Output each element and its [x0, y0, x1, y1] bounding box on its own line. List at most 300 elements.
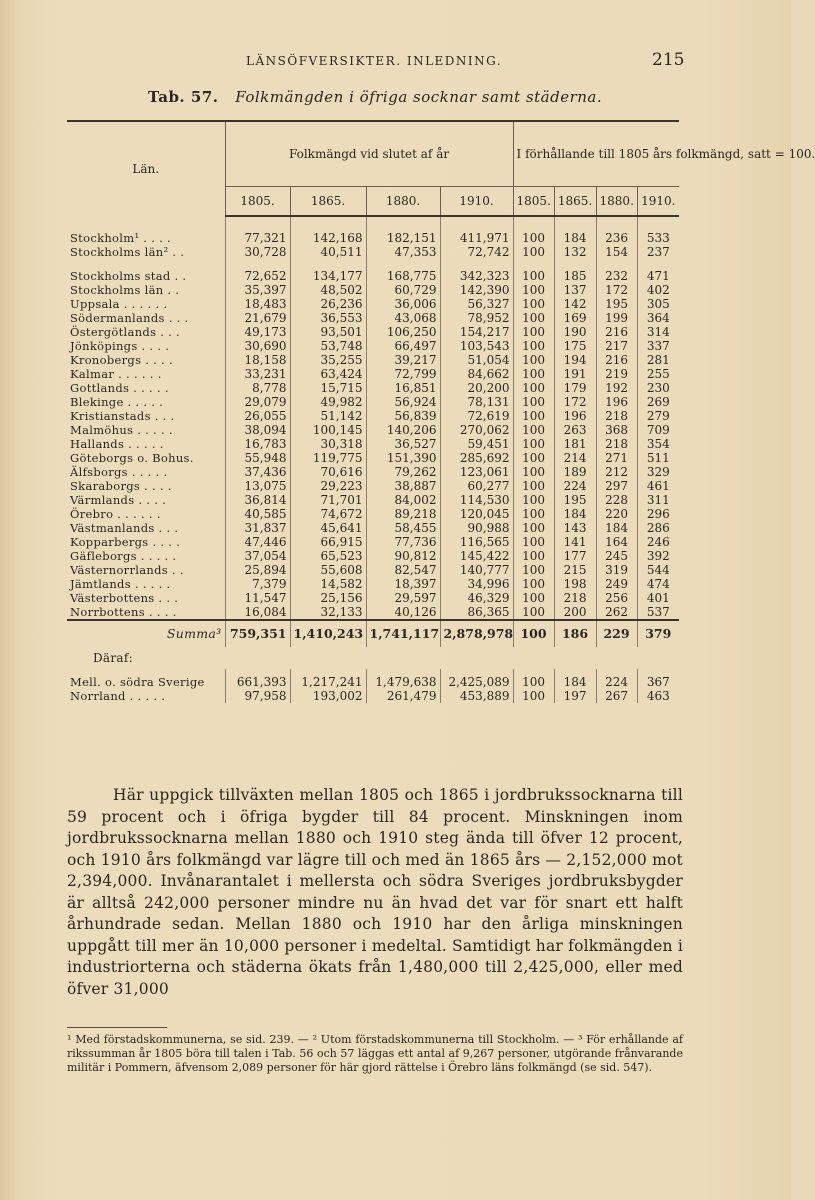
index-cell: 195 — [596, 297, 637, 311]
row-label: Södermanlands . . . — [70, 311, 189, 325]
body-paragraph: Här uppgick tillväxten mellan 1805 och 1865 i jordbrukssocknarna till 59 procent och i öfriga bygder till 84 procent. Minskningen inom jordbrukssocknarna mellan 1880 och 1910 steg ända till öfver 12 procent, och 1910 års folkmängd var lägre till och med än 1865 års — 2,152,000 mot 2,394,000. Invånarantalet i mellersta och södra Sveriges jordbruksbygder är alltså 242,000 personer mindre nu än hvad det var för snart ett halft århundrade sedan. Mellan 1880 och 1910 har den årliga minskningen uppgått till mer än 10,000 personer i medeltal. Samtidigt har folkmängden i industriorterna och städerna ökats från 1,480,000 till 2,425,000, eller med öfver 31,000 — [67, 786, 683, 998]
index-cell: 216 — [596, 325, 637, 339]
index-cell: 137 — [554, 283, 596, 297]
population-cell: 84,662 — [440, 367, 513, 381]
population-cell: 8,778 — [225, 381, 290, 395]
index-cell: 198 — [554, 577, 596, 591]
population-cell: 26,055 — [225, 409, 290, 423]
index-cell: 154 — [596, 245, 637, 259]
index-cell: 184 — [596, 521, 637, 535]
index-cell: 132 — [554, 245, 596, 259]
population-cell: 40,585 — [225, 507, 290, 521]
population-cell: 78,131 — [440, 395, 513, 409]
index-cell: 141 — [554, 535, 596, 549]
table-row — [67, 269, 679, 283]
index-cell: 217 — [596, 339, 637, 353]
population-cell: 32,133 — [290, 605, 366, 620]
index-cell: 216 — [596, 353, 637, 367]
row-label: Stockholms län . . — [70, 283, 180, 297]
population-cell: 26,236 — [290, 297, 366, 311]
population-cell: 34,996 — [440, 577, 513, 591]
population-cell: 31,837 — [225, 521, 290, 535]
population-cell: 53,748 — [290, 339, 366, 353]
index-cell: 100 — [513, 549, 554, 563]
table-row — [67, 451, 679, 465]
row-label: Stockholm¹ . . . . — [70, 231, 171, 245]
index-cell: 184 — [554, 675, 596, 689]
population-cell: 16,783 — [225, 437, 290, 451]
row-label: Jönköpings . . . . — [70, 339, 170, 353]
population-cell: 82,547 — [366, 563, 440, 577]
population-cell: 30,318 — [290, 437, 366, 451]
table-row — [67, 283, 679, 297]
population-cell: 35,255 — [290, 353, 366, 367]
population-cell: 74,672 — [290, 507, 366, 521]
year-header: 1910. — [637, 187, 679, 217]
table-row — [67, 339, 679, 353]
index-cell: 100 — [513, 437, 554, 451]
index-cell: 337 — [637, 339, 679, 353]
population-cell: 70,616 — [290, 465, 366, 479]
index-cell: 189 — [554, 465, 596, 479]
index-cell: 319 — [596, 563, 637, 577]
population-cell: 15,715 — [290, 381, 366, 395]
index-cell: 100 — [513, 311, 554, 325]
index-cell: 100 — [513, 689, 554, 703]
index-cell: 100 — [513, 493, 554, 507]
index-cell: 219 — [596, 367, 637, 381]
daraf-row — [67, 647, 679, 669]
population-cell: 1,741,117 — [366, 620, 440, 647]
row-label: Kronobergs . . . . — [70, 353, 173, 367]
population-cell: 270,062 — [440, 423, 513, 437]
index-cell: 200 — [554, 605, 596, 620]
table-row — [67, 591, 679, 605]
population-cell: 84,002 — [366, 493, 440, 507]
table-row — [67, 325, 679, 339]
index-cell: 314 — [637, 325, 679, 339]
population-cell: 45,641 — [290, 521, 366, 535]
index-cell: 100 — [513, 283, 554, 297]
index-cell: 311 — [637, 493, 679, 507]
population-cell: 193,002 — [290, 689, 366, 703]
population-cell: 142,390 — [440, 283, 513, 297]
index-cell: 237 — [637, 245, 679, 259]
table-row — [67, 311, 679, 325]
population-cell: 38,887 — [366, 479, 440, 493]
column-header-lan: Län. — [132, 161, 160, 176]
population-cell: 60,277 — [440, 479, 513, 493]
index-cell: 172 — [554, 395, 596, 409]
index-cell: 297 — [596, 479, 637, 493]
running-header — [0, 50, 791, 74]
index-cell: 100 — [513, 297, 554, 311]
footnote-divider — [67, 1027, 167, 1028]
population-cell: 18,483 — [225, 297, 290, 311]
population-cell: 86,365 — [440, 605, 513, 620]
population-cell: 145,422 — [440, 549, 513, 563]
population-cell: 30,728 — [225, 245, 290, 259]
population-cell: 36,814 — [225, 493, 290, 507]
index-cell: 368 — [596, 423, 637, 437]
population-cell: 55,948 — [225, 451, 290, 465]
population-cell: 120,045 — [440, 507, 513, 521]
population-cell: 151,390 — [366, 451, 440, 465]
index-cell: 100 — [513, 577, 554, 591]
index-cell: 232 — [596, 269, 637, 283]
body-text — [67, 785, 683, 1000]
index-cell: 191 — [554, 367, 596, 381]
population-cell: 123,061 — [440, 465, 513, 479]
index-cell: 279 — [637, 409, 679, 423]
index-cell: 471 — [637, 269, 679, 283]
row-label: Norrland . . . . . — [70, 689, 166, 703]
population-cell: 51,142 — [290, 409, 366, 423]
population-cell: 97,958 — [225, 689, 290, 703]
index-cell: 281 — [637, 353, 679, 367]
index-cell: 195 — [554, 493, 596, 507]
population-cell: 18,158 — [225, 353, 290, 367]
population-cell: 46,329 — [440, 591, 513, 605]
index-cell: 544 — [637, 563, 679, 577]
index-cell: 249 — [596, 577, 637, 591]
row-label: Göteborgs o. Bohus. — [70, 451, 194, 465]
index-cell: 296 — [637, 507, 679, 521]
population-cell: 72,652 — [225, 269, 290, 283]
index-cell: 197 — [554, 689, 596, 703]
index-cell: 379 — [637, 620, 679, 647]
row-label: Uppsala . . . . . . — [70, 297, 168, 311]
population-cell: 89,218 — [366, 507, 440, 521]
index-cell: 100 — [513, 605, 554, 620]
population-cell: 49,982 — [290, 395, 366, 409]
population-cell: 49,173 — [225, 325, 290, 339]
column-group-population: Folkmängd vid slutet af år — [225, 121, 513, 187]
year-header: 1880. — [596, 187, 637, 217]
population-cell: 48,502 — [290, 283, 366, 297]
population-cell: 43,068 — [366, 311, 440, 325]
row-label: Mell. o. södra Sverige — [70, 675, 205, 689]
row-label: Västerbottens . . . — [70, 591, 179, 605]
index-cell: 164 — [596, 535, 637, 549]
index-cell: 196 — [596, 395, 637, 409]
column-group-index: I förhållande till 1805 års folkmängd, satt = 100. — [513, 121, 679, 187]
population-cell: 29,079 — [225, 395, 290, 409]
index-cell: 537 — [637, 605, 679, 620]
year-header: 1880. — [366, 187, 440, 217]
index-cell: 262 — [596, 605, 637, 620]
row-label: Summa³ — [67, 620, 225, 647]
index-cell: 100 — [513, 245, 554, 259]
population-cell: 453,889 — [440, 689, 513, 703]
population-cell: 63,424 — [290, 367, 366, 381]
year-header: 1910. — [440, 187, 513, 217]
population-cell: 16,084 — [225, 605, 290, 620]
index-cell: 100 — [513, 451, 554, 465]
population-cell: 59,451 — [440, 437, 513, 451]
index-cell: 271 — [596, 451, 637, 465]
population-cell: 36,006 — [366, 297, 440, 311]
population-cell: 72,742 — [440, 245, 513, 259]
index-cell: 224 — [596, 675, 637, 689]
population-cell: 29,223 — [290, 479, 366, 493]
index-cell: 367 — [637, 675, 679, 689]
population-cell: 93,501 — [290, 325, 366, 339]
population-cell: 77,321 — [225, 231, 290, 245]
index-cell: 184 — [554, 231, 596, 245]
row-label: Malmöhus . . . . . — [70, 423, 173, 437]
population-cell: 39,217 — [366, 353, 440, 367]
population-cell: 261,479 — [366, 689, 440, 703]
population-cell: 36,553 — [290, 311, 366, 325]
row-label: Kopparbergs . . . . — [70, 535, 181, 549]
index-cell: 401 — [637, 591, 679, 605]
table-row — [67, 297, 679, 311]
row-label: Gottlands . . . . . — [70, 381, 169, 395]
row-label: Stockholms stad . . — [70, 269, 187, 283]
population-cell: 37,436 — [225, 465, 290, 479]
index-cell: 463 — [637, 689, 679, 703]
index-cell: 175 — [554, 339, 596, 353]
table-row — [67, 493, 679, 507]
index-cell: 228 — [596, 493, 637, 507]
table-header — [67, 121, 815, 216]
population-cell: 134,177 — [290, 269, 366, 283]
index-cell: 329 — [637, 465, 679, 479]
population-cell: 77,736 — [366, 535, 440, 549]
index-cell: 354 — [637, 437, 679, 451]
daraf-label: Däraf: — [93, 651, 133, 665]
population-cell: 37,054 — [225, 549, 290, 563]
population-cell: 168,775 — [366, 269, 440, 283]
index-cell: 143 — [554, 521, 596, 535]
row-label: Jämtlands . . . . . — [70, 577, 171, 591]
index-cell: 100 — [513, 231, 554, 245]
index-cell: 305 — [637, 297, 679, 311]
row-label: Kalmar . . . . . . — [70, 367, 162, 381]
table-row — [67, 521, 679, 535]
table-row — [67, 353, 679, 367]
population-cell: 33,231 — [225, 367, 290, 381]
index-cell: 224 — [554, 479, 596, 493]
table-row — [67, 245, 679, 259]
population-cell: 100,145 — [290, 423, 366, 437]
row-label: Västernorrlands . . — [70, 563, 184, 577]
population-cell: 40,511 — [290, 245, 366, 259]
index-cell: 100 — [513, 339, 554, 353]
index-cell: 533 — [637, 231, 679, 245]
index-cell: 100 — [513, 521, 554, 535]
index-cell: 100 — [513, 507, 554, 521]
index-cell: 194 — [554, 353, 596, 367]
table-row — [67, 563, 679, 577]
population-table — [67, 120, 815, 703]
population-cell: 25,894 — [225, 563, 290, 577]
population-cell: 47,353 — [366, 245, 440, 259]
population-cell: 759,351 — [225, 620, 290, 647]
table-row — [67, 367, 679, 381]
population-cell: 25,156 — [290, 591, 366, 605]
population-cell: 29,597 — [366, 591, 440, 605]
index-cell: 236 — [596, 231, 637, 245]
table-row — [67, 409, 679, 423]
row-label: Örebro . . . . . . — [70, 507, 161, 521]
index-cell: 169 — [554, 311, 596, 325]
population-cell: 72,799 — [366, 367, 440, 381]
index-cell: 142 — [554, 297, 596, 311]
table-row — [67, 605, 679, 620]
table-row — [67, 381, 679, 395]
population-cell: 56,924 — [366, 395, 440, 409]
population-cell: 21,679 — [225, 311, 290, 325]
population-cell: 14,582 — [290, 577, 366, 591]
table-row — [67, 535, 679, 549]
footnotes: ¹ Med förstadskommunerna, se sid. 239. — ² Utom förstadskommunerna till Stockholm. — ³ För erhållande af rikssumman år 1805 böra till talen i Tab. 56 och 57 läggas ett antal af 9,267 personer, utgörande frånvarande militär i Pommern, äfvensom 2,089 personer för här gjord rättelse i Örebro läns folkmängd (se sid. 547). — [67, 1033, 683, 1074]
population-cell: 35,397 — [225, 283, 290, 297]
index-cell: 218 — [554, 591, 596, 605]
index-cell: 511 — [637, 451, 679, 465]
index-cell: 179 — [554, 381, 596, 395]
spacer-row — [67, 259, 679, 269]
population-cell: 140,206 — [366, 423, 440, 437]
population-cell: 140,777 — [440, 563, 513, 577]
table-body — [67, 216, 679, 703]
index-cell: 199 — [596, 311, 637, 325]
index-cell: 267 — [596, 689, 637, 703]
population-cell: 30,690 — [225, 339, 290, 353]
population-cell: 661,393 — [225, 675, 290, 689]
row-label: Värmlands . . . . — [70, 493, 167, 507]
population-cell: 182,151 — [366, 231, 440, 245]
table-row — [67, 577, 679, 591]
table-row — [67, 437, 679, 451]
index-cell: 255 — [637, 367, 679, 381]
population-cell: 55,608 — [290, 563, 366, 577]
index-cell: 100 — [513, 381, 554, 395]
index-cell: 474 — [637, 577, 679, 591]
index-cell: 364 — [637, 311, 679, 325]
row-label: Gäfleborgs . . . . . — [70, 549, 177, 563]
population-cell: 1,410,243 — [290, 620, 366, 647]
index-cell: 229 — [596, 620, 637, 647]
population-cell: 342,323 — [440, 269, 513, 283]
index-cell: 269 — [637, 395, 679, 409]
index-cell: 220 — [596, 507, 637, 521]
index-cell: 263 — [554, 423, 596, 437]
population-cell: 56,839 — [366, 409, 440, 423]
year-header: 1865. — [554, 187, 596, 217]
population-cell: 119,775 — [290, 451, 366, 465]
population-cell: 411,971 — [440, 231, 513, 245]
table-label: Tab. 57. — [148, 88, 219, 106]
row-label: Norrbottens . . . . — [67, 605, 225, 620]
population-cell: 1,217,241 — [290, 675, 366, 689]
index-cell: 100 — [513, 367, 554, 381]
row-label: Blekinge . . . . . — [70, 395, 164, 409]
population-cell: 66,915 — [290, 535, 366, 549]
population-cell: 36,527 — [366, 437, 440, 451]
index-cell: 218 — [596, 437, 637, 451]
population-cell: 13,075 — [225, 479, 290, 493]
table-row — [67, 395, 679, 409]
population-cell: 56,327 — [440, 297, 513, 311]
population-cell: 40,126 — [366, 605, 440, 620]
page-number: 215 — [652, 50, 685, 70]
population-cell: 154,217 — [440, 325, 513, 339]
table-caption — [148, 88, 602, 106]
index-cell: 214 — [554, 451, 596, 465]
population-cell: 38,094 — [225, 423, 290, 437]
index-cell: 100 — [513, 535, 554, 549]
population-cell: 1,479,638 — [366, 675, 440, 689]
index-cell: 192 — [596, 381, 637, 395]
table-row — [67, 675, 679, 689]
population-cell: 78,952 — [440, 311, 513, 325]
population-cell: 20,200 — [440, 381, 513, 395]
table-row — [67, 231, 679, 245]
index-cell: 185 — [554, 269, 596, 283]
row-label: Östergötlands . . . — [70, 325, 180, 339]
population-cell: 65,523 — [290, 549, 366, 563]
row-label: Älfsborgs . . . . . — [70, 465, 168, 479]
year-header: 1805. — [225, 187, 290, 217]
table-row — [67, 689, 679, 703]
index-cell: 100 — [513, 353, 554, 367]
row-label: Hallands . . . . . — [70, 437, 164, 451]
population-cell: 116,565 — [440, 535, 513, 549]
index-cell: 100 — [513, 563, 554, 577]
index-cell: 402 — [637, 283, 679, 297]
row-label: Skaraborgs . . . . — [70, 479, 172, 493]
index-cell: 218 — [596, 409, 637, 423]
population-cell: 18,397 — [366, 577, 440, 591]
index-cell: 100 — [513, 269, 554, 283]
table-row — [67, 479, 679, 493]
population-cell: 58,455 — [366, 521, 440, 535]
index-cell: 461 — [637, 479, 679, 493]
population-cell: 114,530 — [440, 493, 513, 507]
index-cell: 100 — [513, 620, 554, 647]
population-cell: 103,543 — [440, 339, 513, 353]
table-row — [67, 620, 679, 647]
index-cell: 215 — [554, 563, 596, 577]
population-cell: 11,547 — [225, 591, 290, 605]
index-cell: 100 — [513, 465, 554, 479]
index-cell: 172 — [596, 283, 637, 297]
population-cell: 7,379 — [225, 577, 290, 591]
row-label: Västmanlands . . . — [70, 521, 179, 535]
index-cell: 246 — [637, 535, 679, 549]
table-row — [67, 423, 679, 437]
index-cell: 100 — [513, 591, 554, 605]
table-row — [67, 507, 679, 521]
index-cell: 190 — [554, 325, 596, 339]
index-cell: 184 — [554, 507, 596, 521]
population-cell: 66,497 — [366, 339, 440, 353]
population-cell: 16,851 — [366, 381, 440, 395]
index-cell: 286 — [637, 521, 679, 535]
population-cell: 60,729 — [366, 283, 440, 297]
index-cell: 100 — [513, 423, 554, 437]
index-cell: 181 — [554, 437, 596, 451]
row-label: Stockholms län² . . — [70, 245, 185, 259]
index-cell: 100 — [513, 325, 554, 339]
population-cell: 79,262 — [366, 465, 440, 479]
spacer-row — [67, 216, 679, 231]
row-label: Kristianstads . . . — [70, 409, 175, 423]
table-title: Folkmängden i öfriga socknar samt städerna. — [235, 88, 603, 106]
population-cell: 90,988 — [440, 521, 513, 535]
